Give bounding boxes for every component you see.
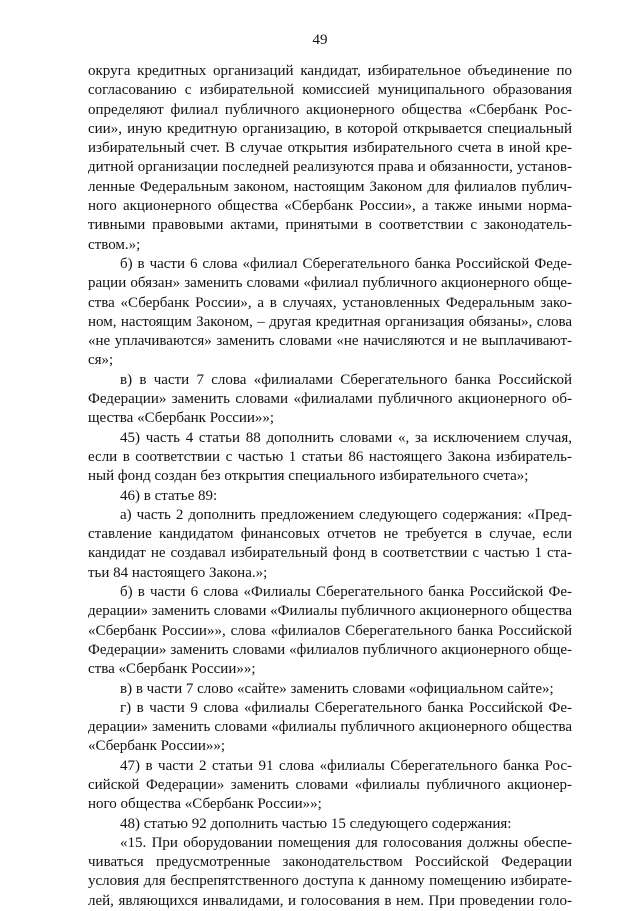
text-line: тивными правовыми актами, принятыми в соответствии с законодатель- xyxy=(88,217,572,234)
text-line: дерации» заменить словами «Филиалы публичного акционерного общества xyxy=(88,603,573,620)
text-line: а) часть 2 дополнить предложением следующего содержания: «Пред- xyxy=(120,506,572,523)
text-line: щества «Сбербанк России»»; xyxy=(88,410,275,427)
text-line: 48) статью 92 дополнить частью 15 следующего содержания: xyxy=(120,815,512,832)
text-line: чиваться предусмотренные законодательством Российской Федерации xyxy=(88,854,572,871)
text-line: тьи 84 настоящего Закона.»; xyxy=(88,564,268,581)
body-text xyxy=(88,62,572,911)
text-line: 46) в статье 89: xyxy=(120,487,218,504)
text-line: сийской Федерации» заменить словами «филиалы публичного акционер- xyxy=(88,776,572,793)
text-line: 47) в части 2 статьи 91 слова «филиалы Сберегательного банка Рос- xyxy=(120,757,572,774)
text-line: ством.»; xyxy=(88,236,141,253)
text-line: ном, настоящим Законом, – другая кредитная организация обязаны», слова xyxy=(88,313,572,330)
text-line: округа кредитных организаций кандидат, избирательное объединение по xyxy=(88,63,572,79)
text-line: определяют филиал публичного акционерного общества «Сбербанк Рос- xyxy=(88,101,572,118)
text-line: в) в части 7 слово «сайте» заменить словами «официальном сайте»; xyxy=(120,680,554,697)
text-line: лей, являющихся инвалидами, и голосования в нем. При проведении голо- xyxy=(88,892,572,909)
text-line: ся»; xyxy=(88,352,114,369)
text-line: условия для беспрепятственного доступа к данному помещению избирате- xyxy=(88,873,572,890)
text-line: ный фонд создан без открытия специального избирательного счета»; xyxy=(88,468,529,485)
text-line: ного акционерного общества «Сбербанк России», а также иными норма- xyxy=(88,198,572,215)
text-line: ставление кандидатом финансовых отчетов не требуется в случае, если xyxy=(88,526,572,543)
text-line: избирательный счет. В случае открытия избирательного счета в иной кре- xyxy=(88,140,572,157)
text-line: «15. При оборудовании помещения для голосования должны обеспе- xyxy=(120,834,572,851)
text-line: ного общества «Сбербанк России»»; xyxy=(88,796,322,813)
text-line: дерации» заменить словами «филиалы публичного акционерного общества xyxy=(88,719,572,736)
text-line: сии», иную кредитную организацию, в которой открывается специальный xyxy=(88,120,572,137)
text-line: если в соответствии с частью 1 статьи 86 настоящего Закона избиратель- xyxy=(88,448,572,465)
text-line: 45) часть 4 статьи 88 дополнить словами «, за исключением случая, xyxy=(120,429,572,446)
text-line: согласованию с избирательной комиссией муниципального образования xyxy=(88,82,572,99)
text-line: Федерации» заменить словами «филиалов публичного акционерного обще- xyxy=(88,641,572,658)
page-number: 49 xyxy=(312,32,328,48)
text-line: ства «Сбербанк России», а в случаях, установленных Федеральным зако- xyxy=(88,294,572,311)
text-line: ленные Федеральным законом, настоящим Законом для филиалов публич- xyxy=(88,178,572,195)
text-line: г) в части 9 слова «филиалы Сберегательного банка Российской Фе- xyxy=(120,699,572,716)
text-line: «Сбербанк России»»; xyxy=(88,738,226,755)
text-line: б) в части 6 слова «филиал Сберегательного банка Российской Феде- xyxy=(120,255,572,272)
text-line: рации обязан» заменить словами «филиал публичного акционерного обще- xyxy=(88,275,572,292)
text-line: «Сбербанк России»», слова «филиалов Сберегательного банка Российской xyxy=(88,622,572,639)
text-line: кандидат не создавал избирательный фонд в соответствии с частью 1 ста- xyxy=(88,545,572,562)
text-line: б) в части 6 слова «Филиалы Сберегательного банка Российской Фе- xyxy=(120,584,572,601)
text-line: Федерации» заменить словами «филиалами публичного акционерного об- xyxy=(88,391,572,408)
text-line: в) в части 7 слова «филиалами Сберегательного банка Российской xyxy=(120,371,572,388)
text-line: дитной организации последней реализуются права и обязанности, установ- xyxy=(88,159,572,176)
text-line: «не уплачиваются» заменить словами «не начисляются и не выплачивают- xyxy=(88,333,572,350)
text-line: ства «Сбербанк России»»; xyxy=(88,661,256,678)
